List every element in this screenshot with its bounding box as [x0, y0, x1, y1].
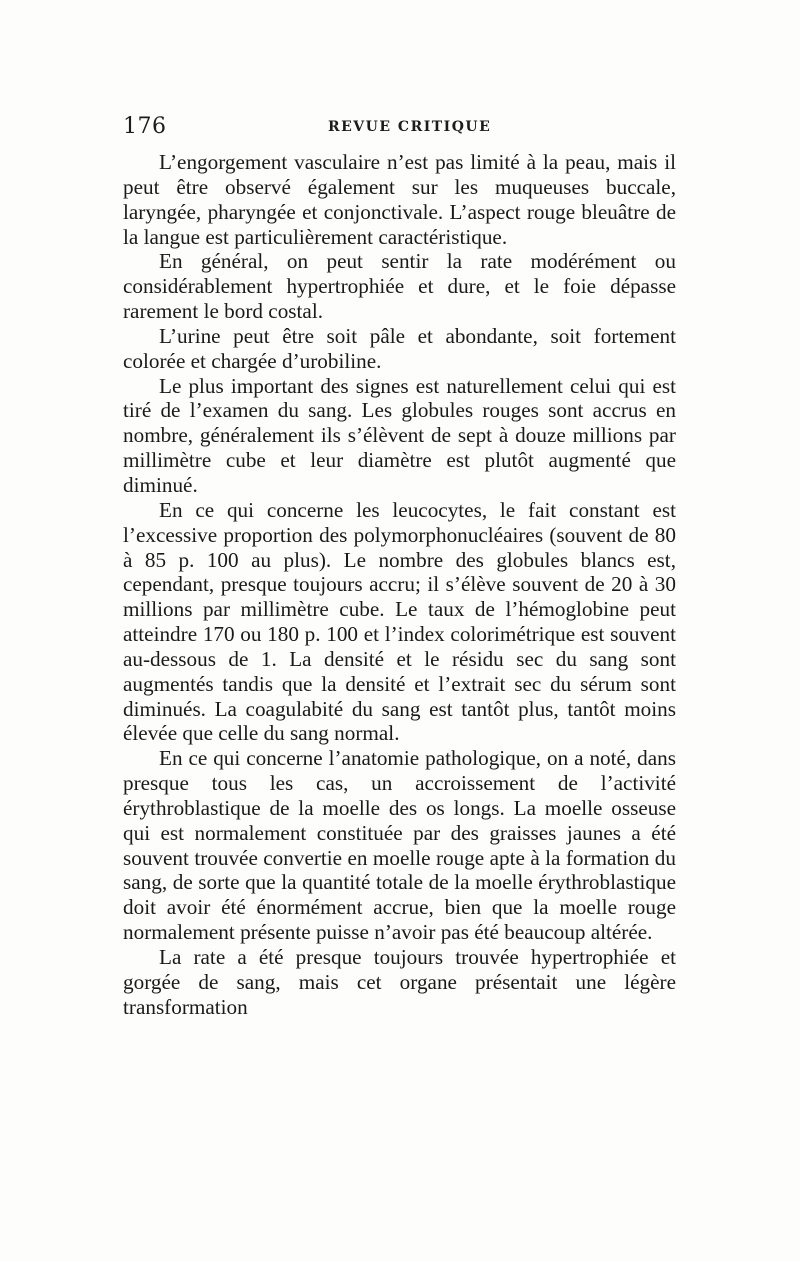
paragraph-pathological-anatomy: En ce qui concerne l’anatomie pathologique, on a noté, dans presque tous les cas, un accroissement de l’activité érythroblastique de la moelle des os longs. La moelle osseuse qui est normalement constituée par des graisses jaunes a été souvent trouvée convertie en moelle rouge apte à la formation du sang, de sorte que la quantité totale de la moelle érythroblastique doit avoir été énormément accrue, bien que la moelle rouge normalement présente puisse n’avoir pas été beaucoup altérée.: [123, 746, 676, 945]
paragraph-leucocytes: En ce qui concerne les leucocytes, le fait constant est l’excessive proportion des polymorphonucléaires (souvent de 80 à 85 p. 100 au plus). Le nombre des globules blancs est, cependant, presque toujours accru; il s’élève souvent de 20 à 30 millions par millimètre cube. Le taux de l’hémoglobine peut atteindre 170 ou 180 p. 100 et l’index colorimétrique est souvent au-dessous de 1. La densité et le résidu sec du sang sont augmentés tandis que la densité et l’extrait sec du sérum sont diminués. La coagulabité du sang est tantôt plus, tantôt moins élevée que celle du sang normal.: [123, 497, 676, 746]
paragraph-blood-exam: Le plus important des signes est naturellement celui qui est tiré de l’examen du sang. Les globules rouges sont accrus en nombre, généralement ils s’élèvent de sept à douze millions par millimètre cube et leur diamètre est plutôt augmenté que diminué.: [123, 373, 676, 497]
paragraph-urine: L’urine peut être soit pâle et abondante, soit fortement colorée et chargée d’urobiline.: [123, 323, 676, 373]
body-text: [123, 150, 676, 1020]
paragraph-vascular-engorgement: L’engorgement vasculaire n’est pas limité à la peau, mais il peut être observé également sur les muqueuses buccale, laryngée, pharyngée et conjonctivale. L’aspect rouge bleuâtre de la langue est particulièrement caractéristique.: [123, 150, 676, 249]
paragraph-spleen-liver: En général, on peut sentir la rate modérément ou considérablement hypertrophiée et dure, et le foie dépasse rarement le bord costal.: [123, 249, 676, 324]
page-header: [123, 114, 678, 142]
page-number: 176: [123, 114, 167, 139]
running-head: REVUE CRITIQUE: [328, 119, 492, 135]
paragraph-spleen-findings: La rate a été presque toujours trouvée hypertrophiée et gorgée de sang, mais cet organe présentait une légère transformation: [123, 945, 676, 1019]
